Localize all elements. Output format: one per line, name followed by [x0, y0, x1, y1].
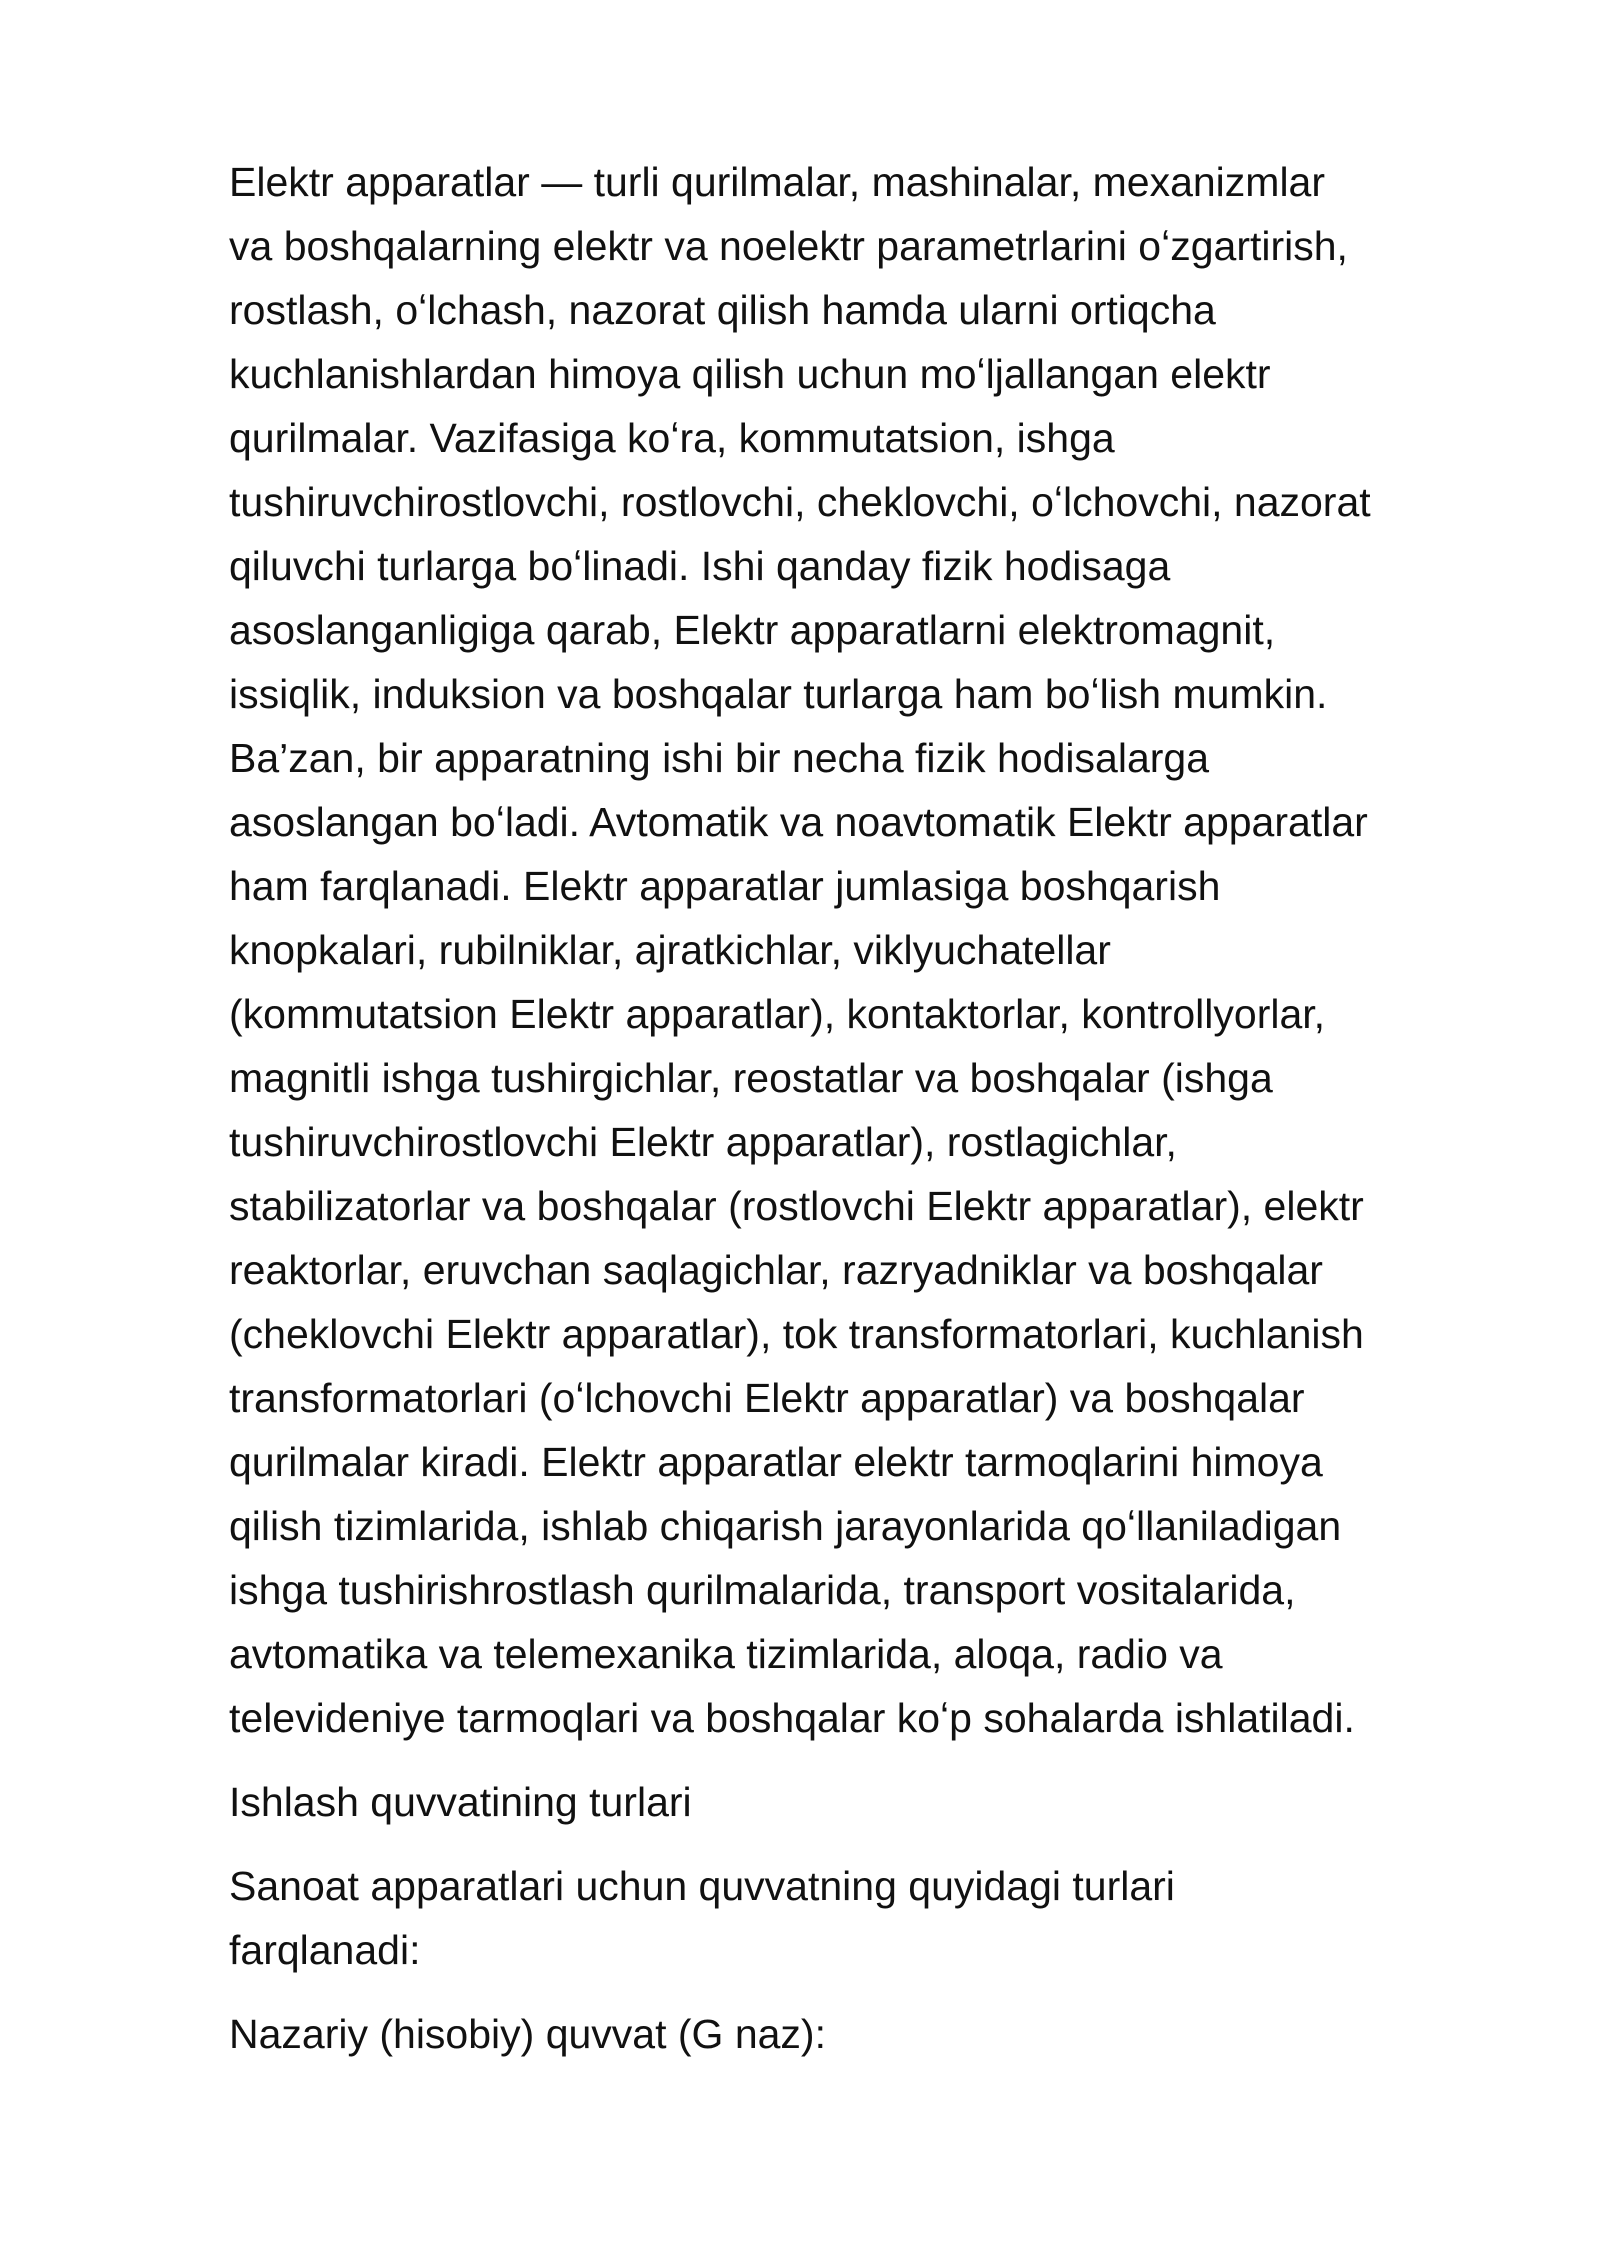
- text-line: magnitli ishga tushirgichlar, reostatlar va boshqalar (ishga: [229, 1055, 1273, 1101]
- text-line: rostlash, oʻlchash, nazorat qilish hamda ularni ortiqcha: [229, 287, 1216, 333]
- text-line: Elektr apparatlar — turli qurilmalar, mashinalar, mexanizmlar: [229, 159, 1326, 205]
- text-line: Ishlash quvvatining turlari: [229, 1779, 692, 1825]
- text-line: (kommutatsion Elektr apparatlar), kontaktorlar, kontrollyorlar,: [229, 991, 1326, 1037]
- text-line: tushiruvchirostlovchi, rostlovchi, cheklovchi, oʻlchovchi, nazorat: [229, 479, 1371, 525]
- text-line: asoslanganligiga qarab, Elektr apparatlarni elektromagnit,: [229, 607, 1276, 653]
- text-line: qiluvchi turlarga boʻlinadi. Ishi qanday fizik hodisaga: [229, 543, 1171, 589]
- text-line: reaktorlar, eruvchan saqlagichlar, razryadniklar va boshqalar: [229, 1247, 1323, 1293]
- text-line: ham farqlanadi. Elektr apparatlar jumlasiga boshqarish: [229, 863, 1221, 909]
- text-line: Sanoat apparatlari uchun quvvatning quyidagi turlari: [229, 1863, 1175, 1909]
- text-line: Ba’zan, bir apparatning ishi bir necha fizik hodisalarga: [229, 735, 1210, 781]
- paragraph-sanoat-apparatlari: [229, 1854, 1529, 1982]
- text-line: va boshqalarning elektr va noelektr parametrlarini oʻzgartirish,: [229, 223, 1348, 269]
- paragraph-nazariy-quvvat: [229, 2002, 1529, 2066]
- paragraph-elektr-apparatlar: [229, 150, 1529, 1750]
- text-line: transformatorlari (oʻlchovchi Elektr apparatlar) va boshqalar: [229, 1375, 1305, 1421]
- paragraph-ishlash-quvvatining-turlari: [229, 1770, 1529, 1834]
- text-line: issiqlik, induksion va boshqalar turlarga ham boʻlish mumkin.: [229, 671, 1328, 717]
- text-line: qurilmalar. Vazifasiga koʻra, kommutatsion, ishga: [229, 415, 1115, 461]
- text-line: knopkalari, rubilniklar, ajratkichlar, viklyuchatellar: [229, 927, 1111, 973]
- text-line: qilish tizimlarida, ishlab chiqarish jarayonlarida qoʻllaniladigan: [229, 1503, 1342, 1549]
- text-line: qurilmalar kiradi. Elektr apparatlar elektr tarmoqlarini himoya: [229, 1439, 1323, 1485]
- text-line: televideniye tarmoqlari va boshqalar koʻp sohalarda ishlatiladi.: [229, 1695, 1355, 1741]
- document-body: [229, 150, 1529, 2086]
- text-line: kuchlanishlardan himoya qilish uchun moʻljallangan elektr: [229, 351, 1271, 397]
- text-line: ishga tushirishrostlash qurilmalarida, transport vositalarida,: [229, 1567, 1296, 1613]
- text-line: asoslangan boʻladi. Avtomatik va noavtomatik Elektr apparatlar: [229, 799, 1368, 845]
- text-line: tushiruvchirostlovchi Elektr apparatlar), rostlagichlar,: [229, 1119, 1177, 1165]
- text-line: avtomatika va telemexanika tizimlarida, aloqa, radio va: [229, 1631, 1223, 1677]
- text-line: Nazariy (hisobiy) quvvat (G naz):: [229, 2011, 826, 2057]
- text-line: farqlanadi:: [229, 1927, 421, 1973]
- text-line: stabilizatorlar va boshqalar (rostlovchi Elektr apparatlar), elektr: [229, 1183, 1364, 1229]
- text-line: (cheklovchi Elektr apparatlar), tok transformatorlari, kuchlanish: [229, 1311, 1364, 1357]
